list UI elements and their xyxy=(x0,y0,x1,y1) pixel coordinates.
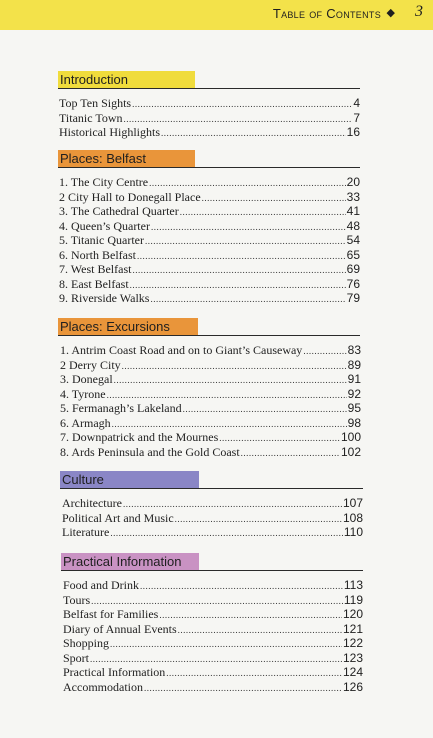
entry-title: Historical Highlights xyxy=(59,125,160,139)
toc-entry xyxy=(59,233,360,248)
entry-page-number: 119 xyxy=(343,592,363,607)
dot-leader xyxy=(175,512,342,527)
entry-page-number: 124 xyxy=(342,665,363,679)
dot-leader xyxy=(130,278,346,293)
entry-title: 3. Donegal xyxy=(60,372,113,386)
entry-page-number: 102 xyxy=(340,444,361,459)
entry-page-number: 79 xyxy=(346,291,360,305)
section-heading: Practical Information xyxy=(61,553,199,571)
entry-page-number: 16 xyxy=(346,125,360,139)
entry-title: Tours xyxy=(63,592,91,607)
dot-leader xyxy=(202,191,346,206)
page-number: 3 xyxy=(415,3,423,20)
entry-title: 6. Armagh xyxy=(60,415,111,430)
dot-leader xyxy=(112,417,347,432)
entry-title: 3. The Cathedral Quarter xyxy=(59,204,179,218)
dot-leader xyxy=(241,446,340,461)
toc-entry xyxy=(63,622,363,637)
dot-leader xyxy=(110,526,343,541)
entry-page-number: 41 xyxy=(346,204,360,218)
dot-leader xyxy=(140,579,343,594)
entry-title: 7. West Belfast xyxy=(59,262,132,276)
entry-list xyxy=(63,578,363,694)
dot-leader xyxy=(124,112,353,127)
diamond-icon: ◆ xyxy=(386,6,395,19)
entry-title: 7. Downpatrick and the Mournes xyxy=(60,430,219,444)
entry-page-number: 107 xyxy=(342,496,363,510)
toc-entry xyxy=(59,291,360,306)
dot-leader xyxy=(166,666,342,681)
dot-leader xyxy=(303,344,346,359)
entry-title: Top Ten Sights xyxy=(59,96,132,110)
section-rule xyxy=(58,335,360,336)
section-heading: Places: Excursions xyxy=(58,318,198,336)
entry-title: 8. East Belfast xyxy=(59,276,129,291)
entry-title: Accommodation xyxy=(63,679,143,694)
dot-leader xyxy=(90,652,342,667)
toc-entry xyxy=(62,496,363,511)
entry-title: 9. Riverside Walks xyxy=(59,291,150,305)
toc-entry xyxy=(59,190,360,205)
entry-title: 2 City Hall to Donegall Place xyxy=(59,189,201,204)
toc-entry xyxy=(59,219,360,234)
entry-page-number: 108 xyxy=(342,510,363,525)
section-rule xyxy=(58,88,360,89)
toc-entry xyxy=(63,578,363,593)
entry-page-number: 76 xyxy=(346,276,360,291)
entry-title: 2 Derry City xyxy=(60,357,121,372)
section-rule xyxy=(58,167,360,168)
dot-leader xyxy=(149,176,346,191)
dot-leader xyxy=(178,623,342,638)
entry-title: Political Art and Music xyxy=(62,510,174,525)
toc-entry xyxy=(59,204,360,219)
toc-entry xyxy=(59,248,360,263)
entry-page-number: 122 xyxy=(342,636,363,650)
dot-leader xyxy=(137,249,346,264)
entry-title: Literature xyxy=(62,525,110,539)
entry-page-number: 89 xyxy=(347,357,361,372)
entry-title: Shopping xyxy=(63,636,110,650)
toc-entry xyxy=(60,387,361,402)
entry-page-number: 69 xyxy=(346,262,360,276)
entry-page-number: 4 xyxy=(353,96,360,110)
entry-page-number: 113 xyxy=(343,578,363,592)
entry-page-number: 120 xyxy=(342,607,363,621)
toc-entry xyxy=(62,511,363,526)
toc-entry xyxy=(59,96,360,111)
dot-leader xyxy=(132,97,352,112)
section-heading: Culture xyxy=(60,471,199,489)
entry-page-number: 48 xyxy=(346,218,360,233)
entry-page-number: 7 xyxy=(353,110,360,125)
toc-entry xyxy=(60,445,361,460)
toc-entry xyxy=(63,636,363,651)
dot-leader xyxy=(114,373,347,388)
entry-page-number: 83 xyxy=(347,343,361,357)
dot-leader xyxy=(145,234,346,249)
entry-page-number: 65 xyxy=(346,247,360,262)
dot-leader xyxy=(151,220,346,235)
section-heading: Places: Belfast xyxy=(58,150,195,168)
entry-title: 5. Titanic Quarter xyxy=(59,233,144,247)
toc-entry xyxy=(63,593,363,608)
entry-title: Belfast for Families xyxy=(63,607,159,621)
toc-entry xyxy=(59,262,360,277)
entry-list xyxy=(60,343,361,459)
dot-leader xyxy=(91,594,343,609)
entry-title: Practical Information xyxy=(63,665,166,679)
dot-leader xyxy=(180,205,346,220)
dot-leader xyxy=(183,402,347,417)
toc-entry xyxy=(60,430,361,445)
dot-leader xyxy=(132,263,345,278)
toc-entry xyxy=(59,277,360,292)
entry-page-number: 54 xyxy=(346,233,360,247)
header-title: Table of Contents xyxy=(272,6,381,21)
entry-title: 6. North Belfast xyxy=(59,247,136,262)
entry-list xyxy=(59,96,360,140)
entry-page-number: 123 xyxy=(342,650,363,665)
toc-entry xyxy=(60,416,361,431)
toc-entry xyxy=(60,343,361,358)
toc-entry xyxy=(60,358,361,373)
entry-title: Food and Drink xyxy=(63,578,139,592)
entry-title: Diary of Annual Events xyxy=(63,621,177,636)
toc-entry xyxy=(63,651,363,666)
toc-entry xyxy=(59,125,360,140)
dot-leader xyxy=(150,292,345,307)
toc-entry xyxy=(60,401,361,416)
entry-title: 4. Queen’s Quarter xyxy=(59,218,150,233)
toc-entry xyxy=(63,607,363,622)
entry-page-number: 20 xyxy=(346,175,360,189)
toc-entry xyxy=(63,680,363,695)
section-heading: Introduction xyxy=(58,71,195,89)
dot-leader xyxy=(122,359,347,374)
entry-list xyxy=(62,496,363,540)
toc-entry xyxy=(62,525,363,540)
entry-page-number: 126 xyxy=(342,679,363,694)
dot-leader xyxy=(110,637,342,652)
dot-leader xyxy=(123,497,342,512)
entry-title: Architecture xyxy=(62,496,122,510)
entry-page-number: 33 xyxy=(346,189,360,204)
entry-title: 8. Ards Peninsula and the Gold Coast xyxy=(60,444,240,459)
entry-page-number: 98 xyxy=(347,415,361,430)
section-rule xyxy=(60,488,363,489)
dot-leader xyxy=(107,388,347,403)
entry-list xyxy=(59,175,360,306)
entry-title: 4. Tyrone xyxy=(60,386,106,401)
toc-entry xyxy=(59,175,360,190)
dot-leader xyxy=(144,681,342,696)
dot-leader xyxy=(161,126,346,141)
entry-title: 1. The City Centre xyxy=(59,175,149,189)
entry-title: 5. Fermanagh’s Lakeland xyxy=(60,401,182,415)
entry-page-number: 110 xyxy=(343,525,363,539)
entry-title: Sport xyxy=(63,650,90,665)
entry-page-number: 95 xyxy=(347,401,361,415)
toc-entry xyxy=(63,665,363,680)
section-rule xyxy=(61,570,363,571)
toc-entry xyxy=(60,372,361,387)
dot-leader xyxy=(159,608,342,623)
entry-page-number: 100 xyxy=(340,430,361,444)
toc-entry xyxy=(59,111,360,126)
entry-title: 1. Antrim Coast Road and on to Giant’s Causeway xyxy=(60,343,303,357)
dot-leader xyxy=(219,431,340,446)
entry-title: Titanic Town xyxy=(59,110,123,125)
entry-page-number: 92 xyxy=(347,386,361,401)
entry-page-number: 121 xyxy=(342,621,363,636)
entry-page-number: 91 xyxy=(347,372,361,386)
